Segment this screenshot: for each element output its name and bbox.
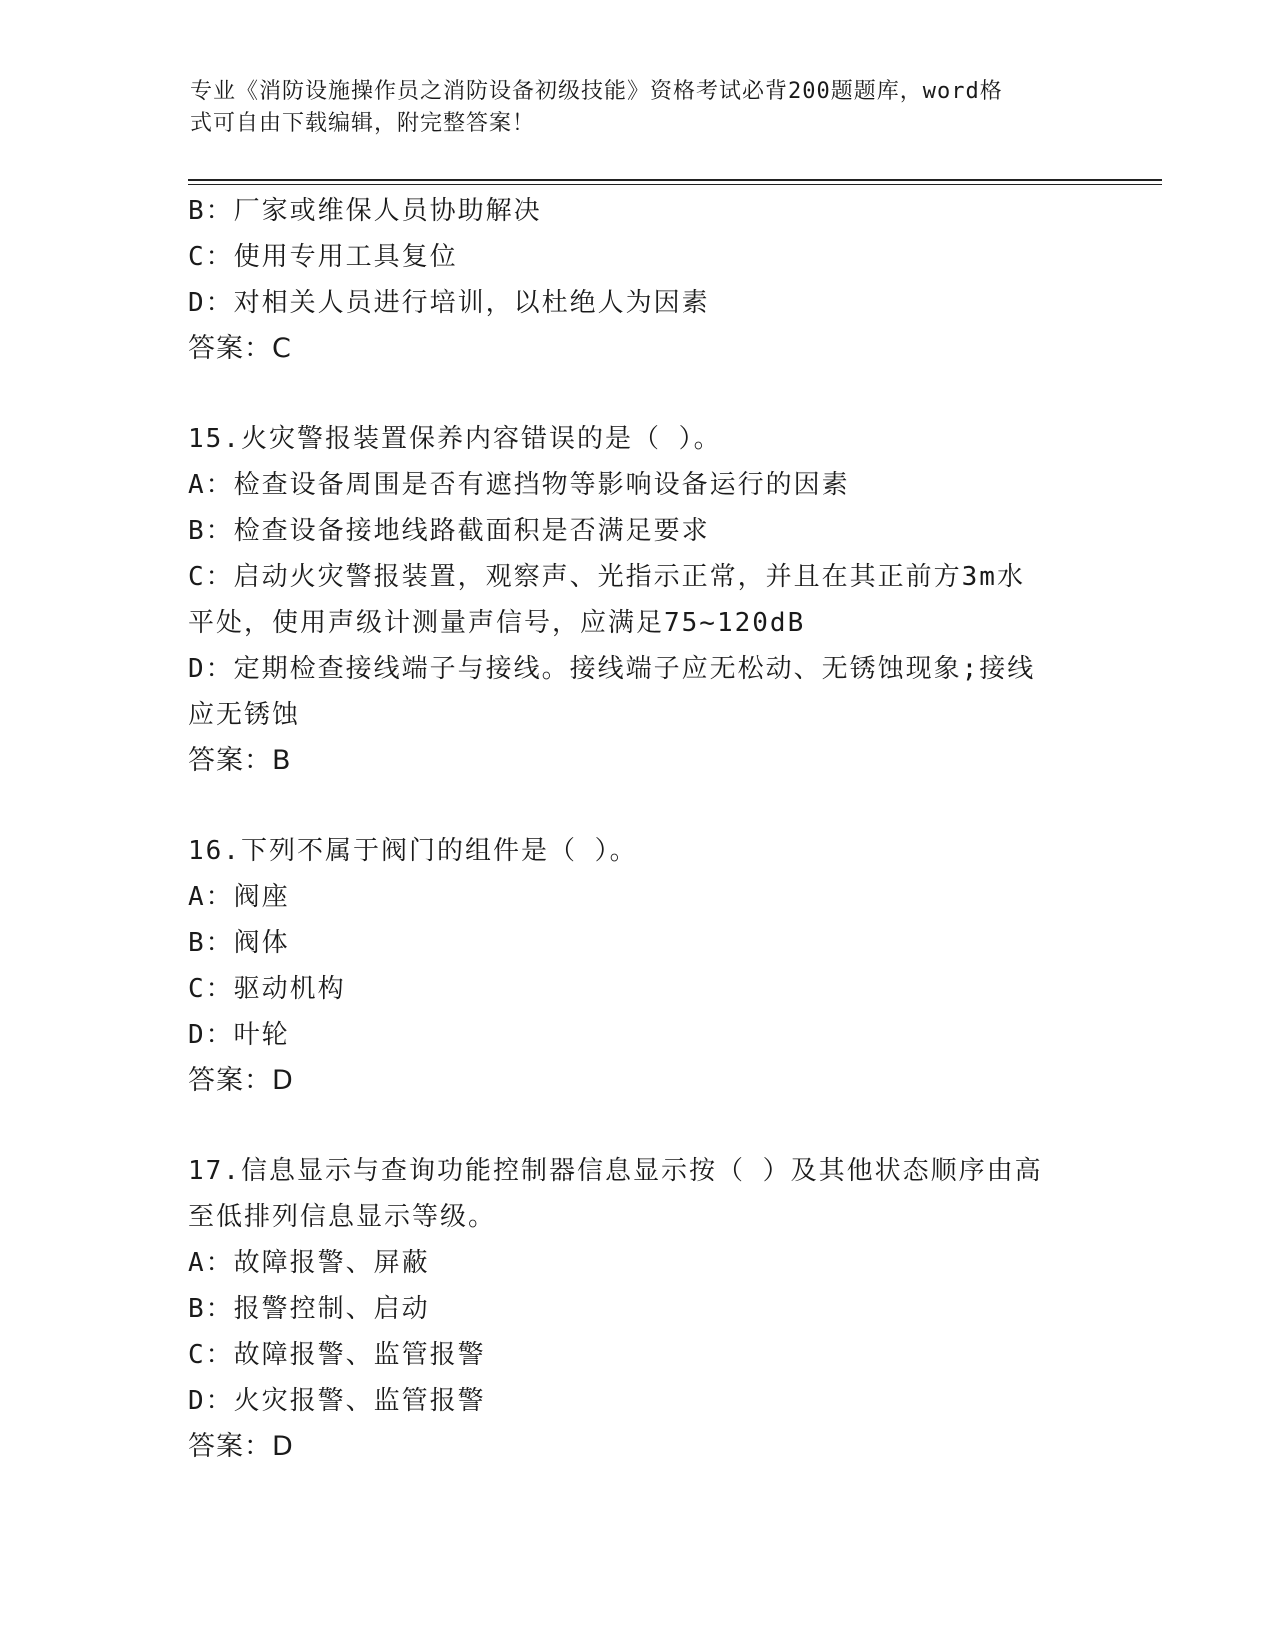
answer-label: 答案：D (188, 1431, 294, 1462)
question-16 (188, 828, 1088, 1104)
question-17 (188, 1148, 1088, 1470)
header-line-1: 专业《消防设施操作员之消防设备初级技能》资格考试必背200题题库，word格 (190, 79, 1003, 104)
option-b: B：报警控制、启动 (188, 1294, 430, 1324)
option-d: D：火灾报警、监管报警 (188, 1386, 486, 1416)
option-c: C：使用专用工具复位 (188, 242, 458, 272)
spacer (188, 372, 1088, 416)
question-stem: 16.下列不属于阀门的组件是（ ）。 (188, 836, 638, 866)
option-c: C：驱动机构 (188, 974, 346, 1004)
answer-label: 答案：B (188, 745, 292, 776)
option-c-continued: 平处，使用声级计测量声信号，应满足75~120dB (188, 608, 806, 638)
option-b: B：检查设备接地线路截面积是否满足要求 (188, 516, 710, 546)
option-a: A：检查设备周围是否有遮挡物等影响设备运行的因素 (188, 470, 850, 500)
question-14-tail (188, 188, 1088, 372)
option-a: A：阀座 (188, 882, 290, 912)
option-b: B：阀体 (188, 928, 290, 958)
question-stem: 15.火灾警报装置保养内容错误的是（ ）。 (188, 424, 722, 454)
spacer (188, 784, 1088, 828)
question-stem-continued: 至低排列信息显示等级。 (188, 1202, 497, 1232)
header-divider-thin (188, 184, 1162, 185)
answer-label: 答案：D (188, 1065, 294, 1096)
option-c: C：启动火灾警报装置，观察声、光指示正常，并且在其正前方3m水 (188, 562, 1025, 592)
option-d: D：叶轮 (188, 1020, 290, 1050)
document-header (190, 76, 1070, 140)
spacer (188, 1104, 1088, 1148)
option-c: C：故障报警、监管报警 (188, 1340, 486, 1370)
option-a: A：故障报警、屏蔽 (188, 1248, 430, 1278)
option-d: D：定期检查接线端子与接线。接线端子应无松动、无锈蚀现象;接线 (188, 654, 1036, 684)
option-d: D：对相关人员进行培训，以杜绝人为因素 (188, 288, 710, 318)
question-stem: 17.信息显示与查询功能控制器信息显示按（ ）及其他状态顺序由高 (188, 1156, 1043, 1186)
question-list (188, 188, 1088, 1470)
header-line-2: 式可自由下载编辑，附完整答案！ (190, 111, 536, 136)
question-15 (188, 416, 1088, 784)
header-divider-thick (188, 179, 1162, 181)
option-d-continued: 应无锈蚀 (188, 700, 301, 730)
answer-label: 答案：C (188, 333, 292, 364)
option-b: B：厂家或维保人员协助解决 (188, 196, 542, 226)
